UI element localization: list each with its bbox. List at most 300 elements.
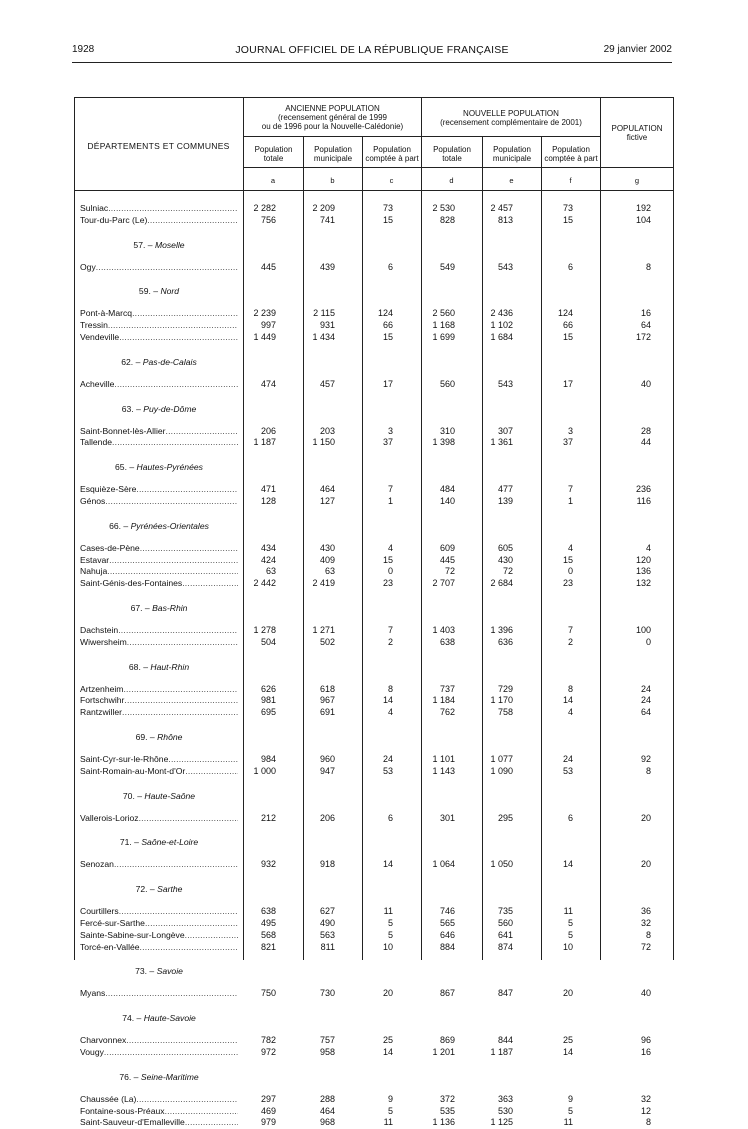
cell-value: 477	[497, 484, 513, 495]
commune-name	[80, 766, 238, 776]
sub-header	[542, 145, 600, 163]
commune-name-text: Ogy	[80, 261, 96, 272]
cell-value: 3	[387, 425, 393, 436]
cell-value: 1 434	[312, 332, 335, 342]
cell-value: 2 530	[432, 203, 455, 213]
page-header	[72, 44, 672, 60]
cell-value: 750	[260, 988, 276, 999]
cell-value: 8	[645, 261, 651, 272]
cell-value: 2 707	[432, 578, 455, 589]
sub-header	[363, 145, 421, 163]
commune-name-text: Courtillers	[80, 906, 119, 917]
cell-value: 543	[497, 261, 513, 272]
cell-value: 1 278	[253, 625, 276, 635]
cell-value: 867	[439, 988, 455, 999]
cell-value: 127	[319, 496, 335, 506]
cell-value: 20	[640, 859, 651, 870]
cell-value: 729	[497, 683, 513, 694]
ancienne-subtitle-2: ou de 1996 pour la Nouvelle-Calédonie)	[261, 122, 404, 131]
department-name: Haut-Rhin	[150, 661, 190, 672]
cell-value: 641	[497, 929, 513, 940]
cell-value: 1 699	[432, 332, 455, 342]
ancienne-title: ANCIENNE POPULATION	[285, 104, 380, 113]
cell-value: 464	[319, 1105, 335, 1116]
commune-name	[80, 1035, 238, 1045]
cell-value: 2	[567, 636, 573, 647]
department-number: 66. –	[109, 520, 131, 531]
cell-value: 434	[260, 542, 276, 553]
cell-value: 20	[382, 988, 393, 999]
cell-value: 44	[640, 437, 651, 448]
cell-value: 128	[260, 496, 276, 506]
cell-value: 100	[635, 625, 651, 635]
department-number: 71. –	[119, 837, 142, 848]
cell-value: 874	[497, 941, 513, 952]
department-number: 67. –	[130, 603, 153, 613]
department-name: Puy-de-Dôme	[143, 403, 197, 414]
department-number: 76. –	[119, 1071, 141, 1082]
commune-name-text: Torcé-en-Vallée	[80, 941, 140, 952]
cell-value: 104	[635, 214, 651, 225]
header-rule	[72, 62, 672, 63]
nouvelle-subtitle-1: (recensement complémentaire de 2001)	[440, 118, 582, 127]
cell-value: 64	[640, 707, 651, 718]
cell-value: 844	[497, 1035, 513, 1046]
cell-value: 1 000	[253, 765, 276, 776]
cell-value: 14	[562, 1047, 573, 1057]
cell-value: 5	[567, 929, 573, 940]
commune-name-text: Sainte-Sabine-sur-Longève	[80, 929, 185, 940]
cell-value: 28	[640, 425, 651, 436]
cell-value: 997	[260, 320, 276, 331]
department-name: Haute-Savoie	[143, 1013, 196, 1024]
department-label	[80, 462, 238, 472]
cell-value: 560	[439, 378, 455, 389]
column-divider	[421, 97, 422, 960]
department-name: Pyrénées-Orientales	[130, 520, 209, 531]
cell-value: 310	[439, 425, 455, 436]
sub-header	[244, 145, 303, 163]
cell-value: 212	[260, 812, 276, 823]
cell-value: 20	[640, 812, 651, 823]
cell-value: 947	[319, 765, 335, 776]
cell-value: 15	[382, 554, 393, 565]
cell-value: 73	[382, 203, 393, 213]
cell-value: 646	[439, 929, 455, 940]
commune-name	[80, 320, 238, 330]
department-name: Hautes-Pyrénées	[136, 462, 203, 473]
department-number: 59. –	[138, 286, 161, 297]
sub-header-line-2: comptée à part	[544, 154, 598, 163]
cell-value: 288	[319, 1093, 335, 1104]
cell-value: 3	[567, 425, 573, 436]
cell-value: 124	[377, 308, 393, 319]
commune-name-text: Saint-Génis-des-Fontaines	[80, 578, 183, 589]
cell-value: 469	[260, 1105, 276, 1116]
cell-value: 66	[562, 320, 573, 331]
cell-value: 11	[383, 906, 393, 917]
commune-name-text: Saint-Romain-au-Mont-d'Or	[80, 765, 186, 776]
cell-value: 1 187	[253, 437, 276, 448]
cell-value: 741	[319, 214, 335, 225]
cell-value: 14	[562, 695, 573, 706]
cell-value: 424	[260, 554, 276, 565]
cell-value: 53	[562, 765, 573, 776]
cell-value: 6	[387, 261, 393, 272]
ancienne-subtitle-1: (recensement général de 1999	[278, 113, 387, 122]
commune-name	[80, 754, 238, 764]
department-name: Seine-Maritime	[140, 1071, 199, 1082]
sub-header-line-2: municipale	[313, 154, 353, 163]
department-number: 69. –	[135, 732, 158, 742]
cell-value: 918	[319, 859, 335, 870]
cell-value: 1 102	[490, 320, 513, 331]
cell-value: 5	[567, 1105, 573, 1116]
commune-name	[80, 707, 238, 717]
cell-value: 967	[319, 695, 335, 706]
cell-value: 960	[319, 754, 335, 764]
cell-value: 24	[562, 754, 573, 764]
commune-name-text: Saint-Cyr-sur-le-Rhône	[80, 754, 169, 764]
commune-name	[80, 1106, 238, 1116]
header-divider	[243, 167, 674, 168]
cell-value: 968	[319, 1117, 335, 1128]
cell-value: 691	[319, 707, 335, 718]
cell-value: 63	[265, 566, 276, 577]
cell-value: 7	[387, 625, 393, 635]
cell-value: 11	[383, 1117, 393, 1128]
cell-value: 821	[260, 941, 276, 952]
commune-name	[80, 684, 238, 694]
commune-name	[80, 484, 238, 494]
cell-value: 502	[319, 636, 335, 647]
cell-value: 6	[387, 812, 393, 823]
column-letter: e	[509, 176, 514, 185]
cell-value: 471	[260, 484, 276, 495]
cell-value: 139	[497, 496, 513, 506]
commune-name-text: Tressin	[80, 320, 108, 331]
column-letter: f	[569, 176, 572, 185]
cell-value: 445	[260, 261, 276, 272]
cell-value: 565	[439, 918, 455, 928]
cell-value: 9	[567, 1093, 573, 1104]
commune-name	[80, 308, 238, 318]
commune-name	[80, 578, 238, 588]
department-number: 63. –	[121, 403, 144, 414]
sub-header-line-2: comptée à part	[365, 154, 419, 163]
nouvelle-title: NOUVELLE POPULATION	[463, 109, 559, 118]
cell-value: 490	[319, 918, 335, 928]
department-name: Bas-Rhin	[152, 603, 188, 613]
column-letter: g	[634, 176, 640, 185]
cell-value: 1 168	[432, 320, 455, 331]
cell-value: 1 201	[432, 1047, 455, 1057]
cell-value: 6	[567, 261, 573, 272]
cell-value: 192	[635, 203, 651, 213]
cell-value: 15	[562, 554, 573, 565]
cell-value: 372	[439, 1093, 455, 1104]
cell-value: 457	[319, 378, 335, 389]
cell-value: 758	[497, 707, 513, 718]
cell-value: 430	[319, 542, 335, 553]
commune-name	[80, 262, 238, 272]
cell-value: 430	[497, 554, 513, 565]
cell-value: 17	[562, 378, 573, 389]
cell-value: 2 457	[490, 203, 513, 213]
cell-value: 10	[382, 941, 393, 952]
sub-header	[304, 145, 362, 163]
sub-header	[422, 145, 482, 163]
sub-header-line-2: municipale	[492, 154, 532, 163]
cell-value: 37	[562, 437, 573, 448]
cell-value: 25	[382, 1035, 393, 1046]
cell-value: 638	[439, 636, 455, 647]
cell-value: 2 436	[490, 308, 513, 319]
cell-value: 2 442	[253, 578, 276, 589]
cell-value: 2 239	[253, 308, 276, 319]
cell-value: 53	[382, 765, 393, 776]
cell-value: 363	[497, 1093, 513, 1104]
cell-value: 4	[645, 542, 651, 553]
department-label	[80, 521, 238, 531]
cell-value: 2 115	[313, 308, 335, 319]
cell-value: 627	[319, 906, 335, 917]
commune-name-text: Wiwersheim	[80, 636, 127, 647]
department-label	[80, 791, 238, 801]
department-number: 73. –	[135, 966, 157, 977]
cell-value: 1 398	[432, 437, 455, 448]
cell-value: 15	[562, 332, 573, 342]
cell-value: 5	[387, 918, 393, 928]
cell-value: 0	[645, 636, 651, 647]
cell-value: 0	[387, 566, 393, 577]
cell-value: 605	[497, 542, 513, 553]
cell-value: 828	[439, 214, 455, 225]
commune-name-text: Vendeville	[80, 332, 120, 342]
cell-value: 7	[567, 625, 573, 635]
cell-value: 626	[260, 683, 276, 694]
cell-value: 206	[319, 812, 335, 823]
nouvelle-population-header	[422, 109, 600, 127]
journal-title: JOURNAL OFFICIEL DE LA RÉPUBLIQUE FRANÇAISE	[235, 44, 509, 56]
commune-name	[80, 1117, 238, 1127]
cell-value: 1 449	[253, 332, 276, 342]
cell-value: 560	[497, 918, 513, 928]
cell-value: 15	[382, 214, 393, 225]
department-label	[80, 884, 238, 894]
header-divider	[243, 136, 600, 137]
cell-value: 66	[382, 320, 393, 331]
department-number: 72. –	[135, 884, 158, 895]
cell-value: 1 187	[490, 1047, 513, 1057]
commune-name	[80, 203, 238, 213]
department-number: 68. –	[128, 661, 151, 672]
cell-value: 136	[635, 566, 651, 577]
cell-value: 1 125	[490, 1117, 513, 1128]
cell-value: 1 170	[490, 695, 513, 706]
cell-value: 2 684	[490, 578, 513, 589]
cell-value: 307	[497, 425, 513, 436]
commune-name-text: Dachstein	[80, 625, 119, 635]
cell-value: 464	[319, 484, 335, 495]
cell-value: 124	[557, 308, 573, 319]
cell-value: 24	[382, 754, 393, 764]
cell-value: 931	[319, 320, 335, 331]
cell-value: 869	[439, 1035, 455, 1046]
cell-value: 5	[567, 918, 573, 928]
commune-name	[80, 437, 238, 447]
commune-name	[80, 332, 238, 342]
cell-value: 4	[567, 542, 573, 553]
cell-value: 11	[563, 1117, 573, 1128]
cell-value: 172	[635, 332, 651, 342]
commune-name-text: Myans	[80, 988, 106, 999]
header-divider	[74, 190, 674, 191]
department-name: Nord	[160, 286, 180, 297]
cell-value: 543	[497, 378, 513, 389]
cell-value: 2 419	[312, 578, 335, 589]
commune-name-text: Saint-Bonnet-lès-Allier	[80, 425, 166, 436]
commune-name	[80, 930, 238, 940]
department-label	[80, 837, 238, 847]
department-label	[80, 286, 238, 296]
cell-value: 1 150	[312, 437, 335, 448]
cell-value: 301	[439, 812, 455, 823]
commune-name-text: Senozan	[80, 859, 114, 870]
cell-value: 1 101	[432, 754, 455, 764]
cell-value: 981	[260, 695, 276, 706]
cell-value: 439	[319, 261, 335, 272]
cell-value: 1 077	[490, 754, 513, 764]
commune-name	[80, 555, 238, 565]
cell-value: 984	[260, 754, 276, 764]
cell-value: 72	[640, 941, 651, 952]
sub-header-line-1: Population	[433, 145, 471, 154]
department-label	[80, 404, 238, 414]
cell-value: 63	[324, 566, 335, 577]
publication-date: 29 janvier 2002	[603, 44, 672, 55]
department-name: Saône-et-Loire	[141, 837, 199, 848]
commune-name	[80, 566, 238, 576]
commune-name	[80, 906, 238, 916]
commune-name-text: Nahuja	[80, 566, 108, 577]
cell-value: 0	[567, 566, 573, 577]
cell-value: 8	[567, 683, 573, 694]
cell-value: 15	[562, 214, 573, 225]
cell-value: 14	[382, 695, 393, 706]
department-number: 70. –	[122, 790, 145, 801]
cell-value: 1 050	[490, 859, 513, 870]
cell-value: 813	[497, 214, 513, 225]
commune-name-text: Esquièze-Sère	[80, 484, 137, 495]
department-name: Haute-Saône	[144, 790, 196, 801]
cell-value: 24	[640, 695, 651, 706]
column-letter: b	[330, 176, 335, 185]
cell-value: 1 136	[432, 1117, 455, 1128]
cell-value: 8	[645, 1117, 651, 1128]
fictive-line-2: fictive	[626, 133, 648, 142]
cell-value: 884	[439, 941, 455, 952]
cell-value: 132	[635, 578, 651, 589]
cell-value: 8	[387, 683, 393, 694]
cell-value: 746	[439, 906, 455, 917]
cell-value: 297	[260, 1093, 276, 1104]
cell-value: 32	[640, 918, 651, 928]
cell-value: 636	[497, 636, 513, 647]
sub-header-line-1: Population	[373, 145, 411, 154]
cell-value: 14	[562, 859, 573, 870]
cell-value: 782	[260, 1035, 276, 1046]
commune-name	[80, 426, 238, 436]
cell-value: 73	[562, 203, 573, 213]
cell-value: 203	[319, 425, 335, 436]
cell-value: 638	[260, 906, 276, 917]
department-number: 57. –	[133, 239, 155, 250]
cell-value: 730	[319, 988, 335, 999]
commune-name	[80, 215, 238, 225]
cell-value: 64	[640, 320, 651, 331]
cell-value: 762	[439, 707, 455, 718]
cell-value: 4	[387, 542, 393, 553]
cell-value: 96	[640, 1035, 651, 1046]
commune-name-text: Chaussée (La)	[80, 1093, 137, 1104]
cell-value: 32	[640, 1093, 651, 1104]
cell-value: 735	[497, 906, 513, 917]
department-label	[80, 1072, 238, 1082]
commune-name	[80, 813, 238, 823]
dept-column-header: DÉPARTEMENTS ET COMMUNES	[87, 141, 230, 151]
cell-value: 206	[260, 425, 276, 436]
sub-header-line-1: Population	[254, 145, 293, 154]
cell-value: 40	[640, 378, 651, 389]
cell-value: 811	[320, 941, 335, 952]
commune-name	[80, 379, 238, 389]
cell-value: 618	[319, 683, 335, 694]
cell-value: 1 271	[312, 625, 335, 635]
cell-value: 932	[260, 859, 276, 870]
cell-value: 568	[260, 929, 276, 940]
cell-value: 14	[382, 1047, 393, 1057]
fictive-population-header	[601, 124, 673, 142]
cell-value: 5	[387, 929, 393, 940]
commune-name-text: Cases-de-Pène	[80, 542, 140, 553]
column-letter: a	[270, 176, 276, 185]
cell-value: 2 282	[253, 203, 276, 213]
commune-name-text: Acheville	[80, 378, 115, 389]
commune-name-text: Pont-à-Marcq	[80, 308, 133, 319]
cell-value: 4	[567, 707, 573, 718]
commune-name	[80, 695, 238, 705]
commune-name-text: Tallende	[80, 437, 113, 448]
department-name: Moselle	[154, 239, 185, 250]
department-label	[80, 966, 238, 976]
commune-name	[80, 637, 238, 647]
cell-value: 504	[260, 636, 276, 647]
cell-value: 6	[567, 812, 573, 823]
cell-value: 563	[319, 929, 335, 940]
cell-value: 120	[635, 554, 651, 565]
page-number: 1928	[72, 44, 95, 55]
department-number: 62. –	[121, 356, 143, 367]
cell-value: 1 090	[490, 765, 513, 776]
commune-name-text: Fortschwihr	[80, 695, 125, 706]
commune-name-text: Saint-Sauveur-d'Emalleville	[80, 1117, 185, 1128]
cell-value: 847	[497, 988, 513, 999]
cell-value: 8	[645, 929, 651, 940]
cell-value: 1 396	[490, 625, 513, 635]
department-label	[80, 357, 238, 367]
cell-value: 695	[260, 707, 276, 718]
